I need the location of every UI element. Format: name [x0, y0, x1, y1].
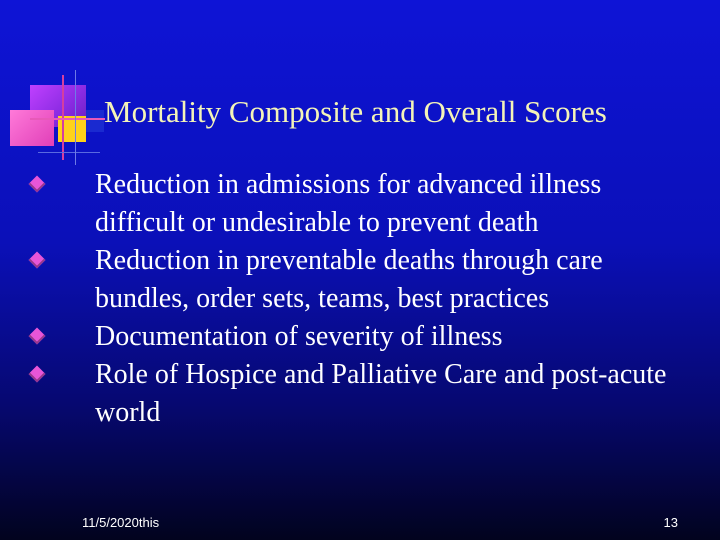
footer-date: 11/5/2020this: [82, 515, 160, 530]
slide-title: Mortality Composite and Overall Scores: [104, 94, 607, 129]
decorative-squares-logo: [0, 0, 110, 170]
page-number: 13: [663, 515, 678, 530]
bullet-text: Documentation of severity of illness: [95, 321, 503, 352]
bullet-item: [0, 318, 720, 356]
blue-square: [86, 110, 104, 132]
logo-line: [38, 152, 100, 153]
bullet-item: [0, 242, 720, 318]
diamond-bullet-icon: [29, 366, 46, 383]
bullet-list: [0, 166, 720, 432]
pink-square: [10, 110, 54, 146]
diamond-bullet-icon: [29, 252, 46, 269]
bullet-item: [0, 166, 720, 242]
diamond-bullet-icon: [29, 328, 46, 345]
logo-line: [30, 118, 105, 120]
logo-line: [75, 70, 76, 165]
bullet-text: Reduction in admissions for advanced illness difficult or undesirable to prevent death: [95, 169, 602, 238]
bullet-text: Reduction in preventable deaths through care bundles, order sets, teams, best practices: [95, 245, 603, 314]
bullet-item: [0, 356, 720, 432]
bullet-text: Role of Hospice and Palliative Care and post-acute world: [95, 359, 667, 428]
diamond-bullet-icon: [29, 176, 46, 193]
